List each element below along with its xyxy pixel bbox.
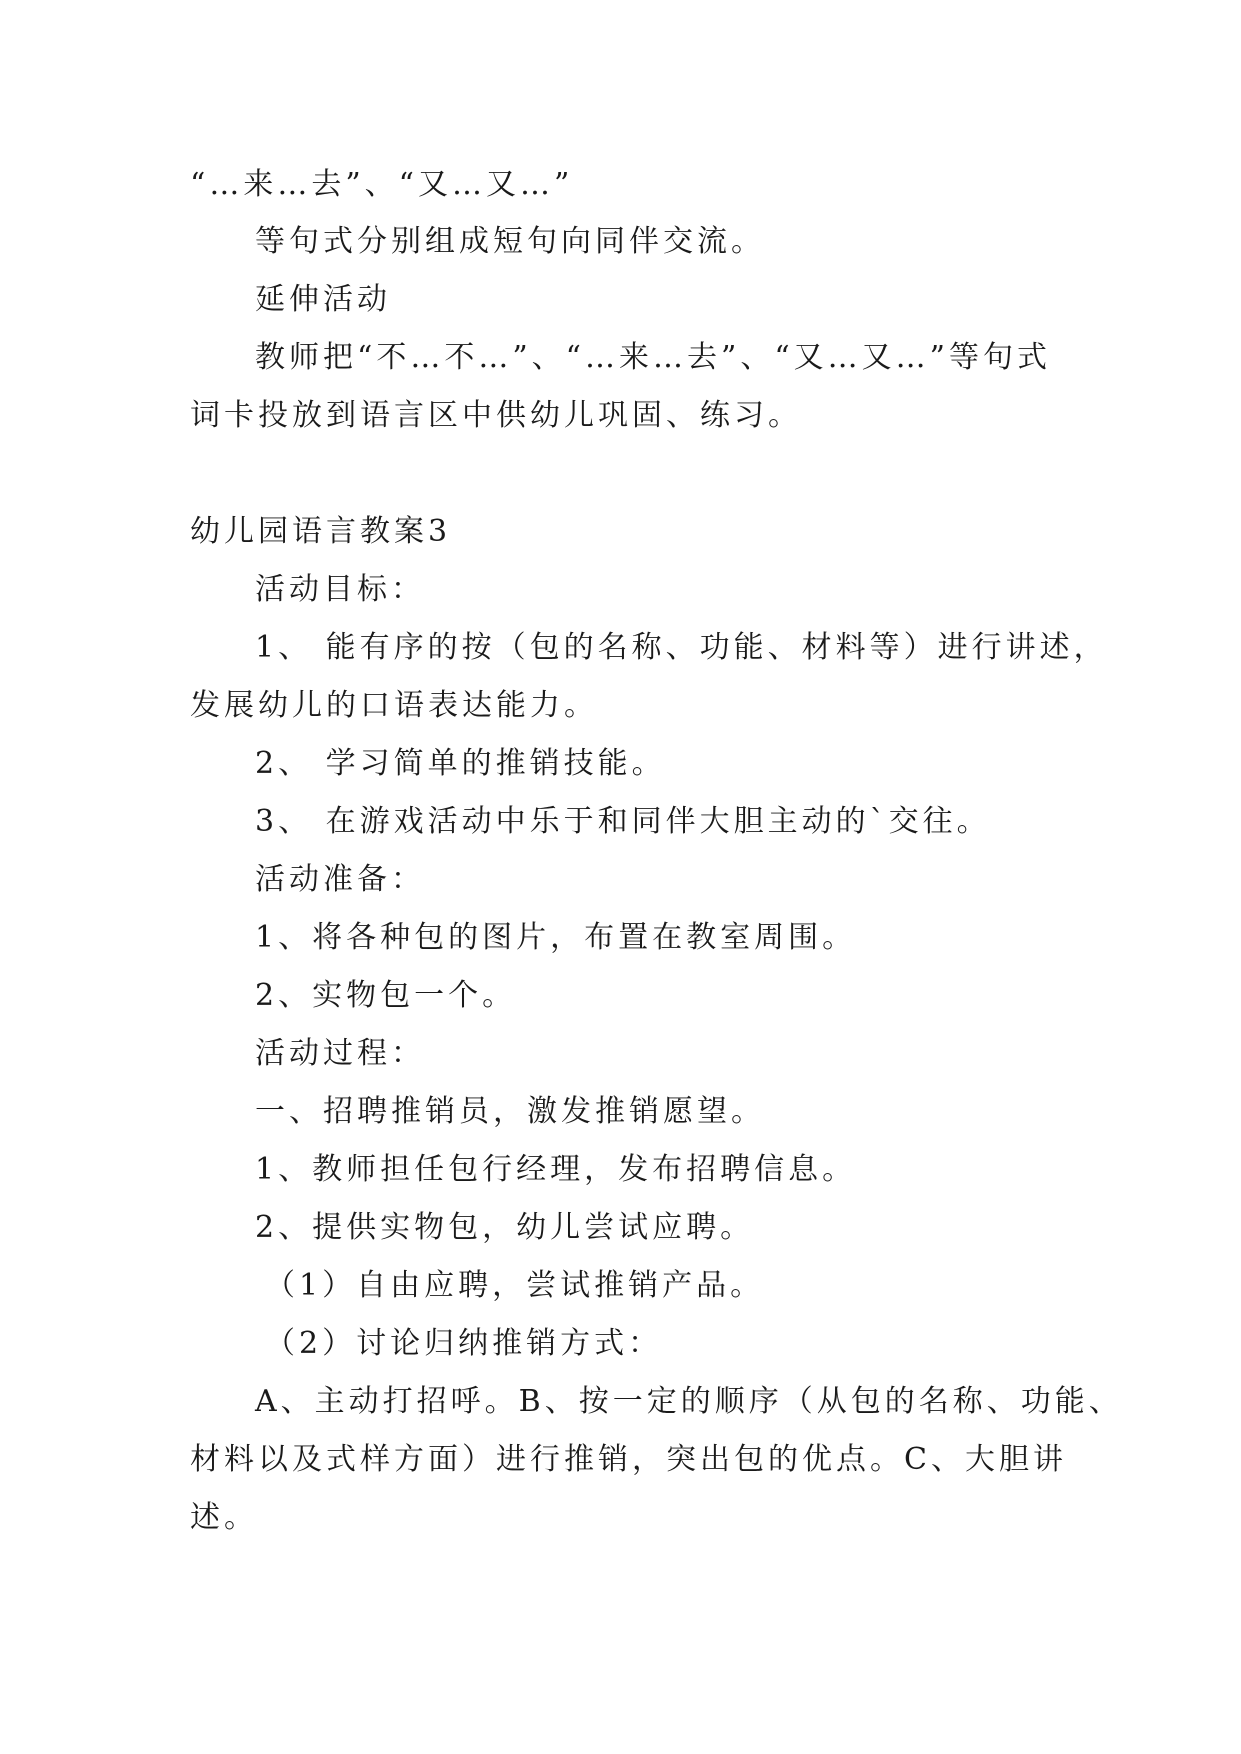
document-title: 幼儿园语言教案3: [190, 514, 452, 549]
text-line: 教师把“不…不…”、“…来…去”、“又…又…”等句式: [255, 340, 1052, 375]
text-line: A、主动打招呼。B、按一定的顺序（从包的名称、功能、: [255, 1384, 1123, 1419]
list-item: 1、教师担任包行经理，发布招聘信息。: [255, 1152, 857, 1187]
section-heading-extension: 延伸活动: [255, 282, 391, 317]
list-item: 2、 学习简单的推销技能。: [255, 746, 666, 781]
text-line: 等句式分别组成短句向同伴交流。: [255, 224, 765, 259]
list-item: 2、实物包一个。: [255, 978, 517, 1013]
section-heading-process: 活动过程：: [255, 1036, 425, 1071]
list-item: 一、招聘推销员，激发推销愿望。: [255, 1094, 765, 1129]
text-line: 述。: [190, 1500, 258, 1535]
section-heading-goals: 活动目标：: [255, 572, 425, 607]
section-heading-preparation: 活动准备：: [255, 862, 425, 897]
text-line: 发展幼儿的口语表达能力。: [190, 688, 598, 723]
text-line: 词卡投放到语言区中供幼儿巩固、练习。: [190, 398, 802, 433]
text-line: 材料以及式样方面）进行推销，突出包的优点。C、大胆讲: [190, 1442, 1067, 1477]
list-item: （1）自由应聘，尝试推销产品。: [265, 1268, 765, 1303]
list-item: 1、 能有序的按（包的名称、功能、材料等）进行讲述，: [255, 630, 1108, 665]
list-item: 1、将各种包的图片，布置在教室周围。: [255, 920, 857, 955]
text-line: “…来…去”、“又…又…”: [190, 167, 574, 202]
list-item: （2）讨论归纳推销方式：: [265, 1326, 663, 1361]
list-item: 3、 在游戏活动中乐于和同伴大胆主动的`交往。: [255, 804, 991, 839]
list-item: 2、提供实物包，幼儿尝试应聘。: [255, 1210, 755, 1245]
